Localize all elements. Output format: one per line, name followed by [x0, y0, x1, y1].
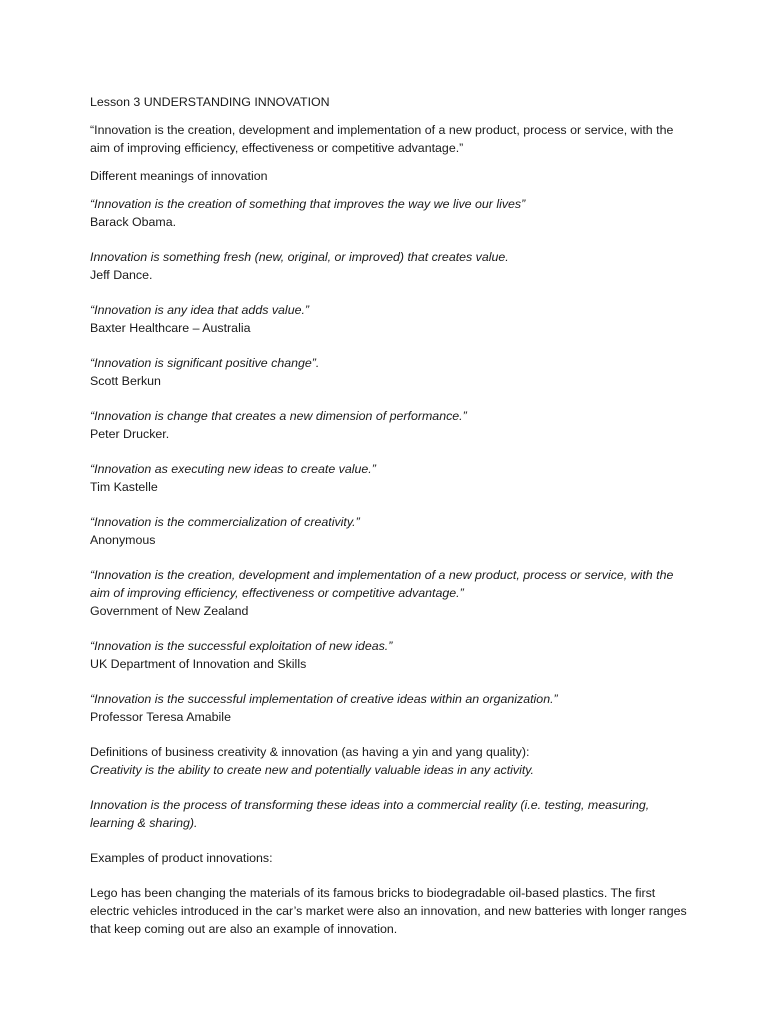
quote-author: Peter Drucker. — [90, 427, 170, 441]
innovation-process-definition: Innovation is the process of transforming these ideas into a commercial reality (i.e. testing, measuring, learning & sharing). — [90, 798, 650, 830]
quote-item — [90, 301, 690, 337]
business-heading: Definitions of business creativity & innovation (as having a yin and yang quality): — [90, 745, 530, 759]
quote-text: “Innovation is the creation of something that improves the way we live our lives” — [90, 197, 526, 211]
quote-text: “Innovation is the creation, development and implementation of a new product, process or service, with the aim of improving efficiency, effectiveness or competitive advantage.” — [90, 568, 674, 600]
quote-author: Scott Berkun — [90, 374, 161, 388]
quote-author: Barack Obama. — [90, 215, 177, 229]
quote-item — [90, 460, 690, 496]
quote-item — [90, 513, 690, 549]
examples-heading: Examples of product innovations: — [90, 851, 273, 865]
quote-text: “Innovation is any idea that adds value.” — [90, 303, 310, 317]
meanings-heading: Different meanings of innovation — [90, 169, 268, 183]
quote-item — [90, 407, 690, 443]
quote-text: “Innovation is change that creates a new dimension of performance.” — [90, 409, 467, 423]
quote-author: Government of New Zealand — [90, 604, 249, 618]
quote-text: Innovation is something fresh (new, original, or improved) that creates value. — [90, 250, 509, 264]
quote-text: “Innovation as executing new ideas to create value.” — [90, 462, 376, 476]
quote-item — [90, 354, 690, 390]
document-page — [90, 93, 690, 938]
quote-item — [90, 248, 690, 284]
quote-author: UK Department of Innovation and Skills — [90, 657, 307, 671]
quote-author: Professor Teresa Amabile — [90, 710, 231, 724]
quote-author: Jeff Dance. — [90, 268, 153, 282]
quote-text: “Innovation is the successful implementation of creative ideas within an organization.” — [90, 692, 558, 706]
business-definitions — [90, 743, 690, 779]
quote-author: Tim Kastelle — [90, 480, 158, 494]
quote-text: “Innovation is the successful exploitation of new ideas.” — [90, 639, 393, 653]
quote-text: “Innovation is the commercialization of creativity.” — [90, 515, 360, 529]
quote-item — [90, 690, 690, 726]
quote-item — [90, 566, 690, 620]
quote-item — [90, 637, 690, 673]
lesson-title: Lesson 3 UNDERSTANDING INNOVATION — [90, 95, 330, 109]
quote-item — [90, 195, 690, 231]
quote-text: “Innovation is significant positive change”. — [90, 356, 320, 370]
innovation-definition: “Innovation is the creation, development and implementation of a new product, process or service, with the aim of improving efficiency, effectiveness or competitive advantage.” — [90, 123, 674, 155]
quote-author: Anonymous — [90, 533, 156, 547]
examples-paragraph: Lego has been changing the materials of its famous bricks to biodegradable oil-based plastics. The first electric vehicles introduced in the car’s market were also an innovation, and new batteries with longer ranges that keep coming out are also an example of innovation. — [90, 886, 687, 936]
quote-author: Baxter Healthcare – Australia — [90, 321, 251, 335]
creativity-definition: Creativity is the ability to create new and potentially valuable ideas in any activity. — [90, 763, 534, 777]
